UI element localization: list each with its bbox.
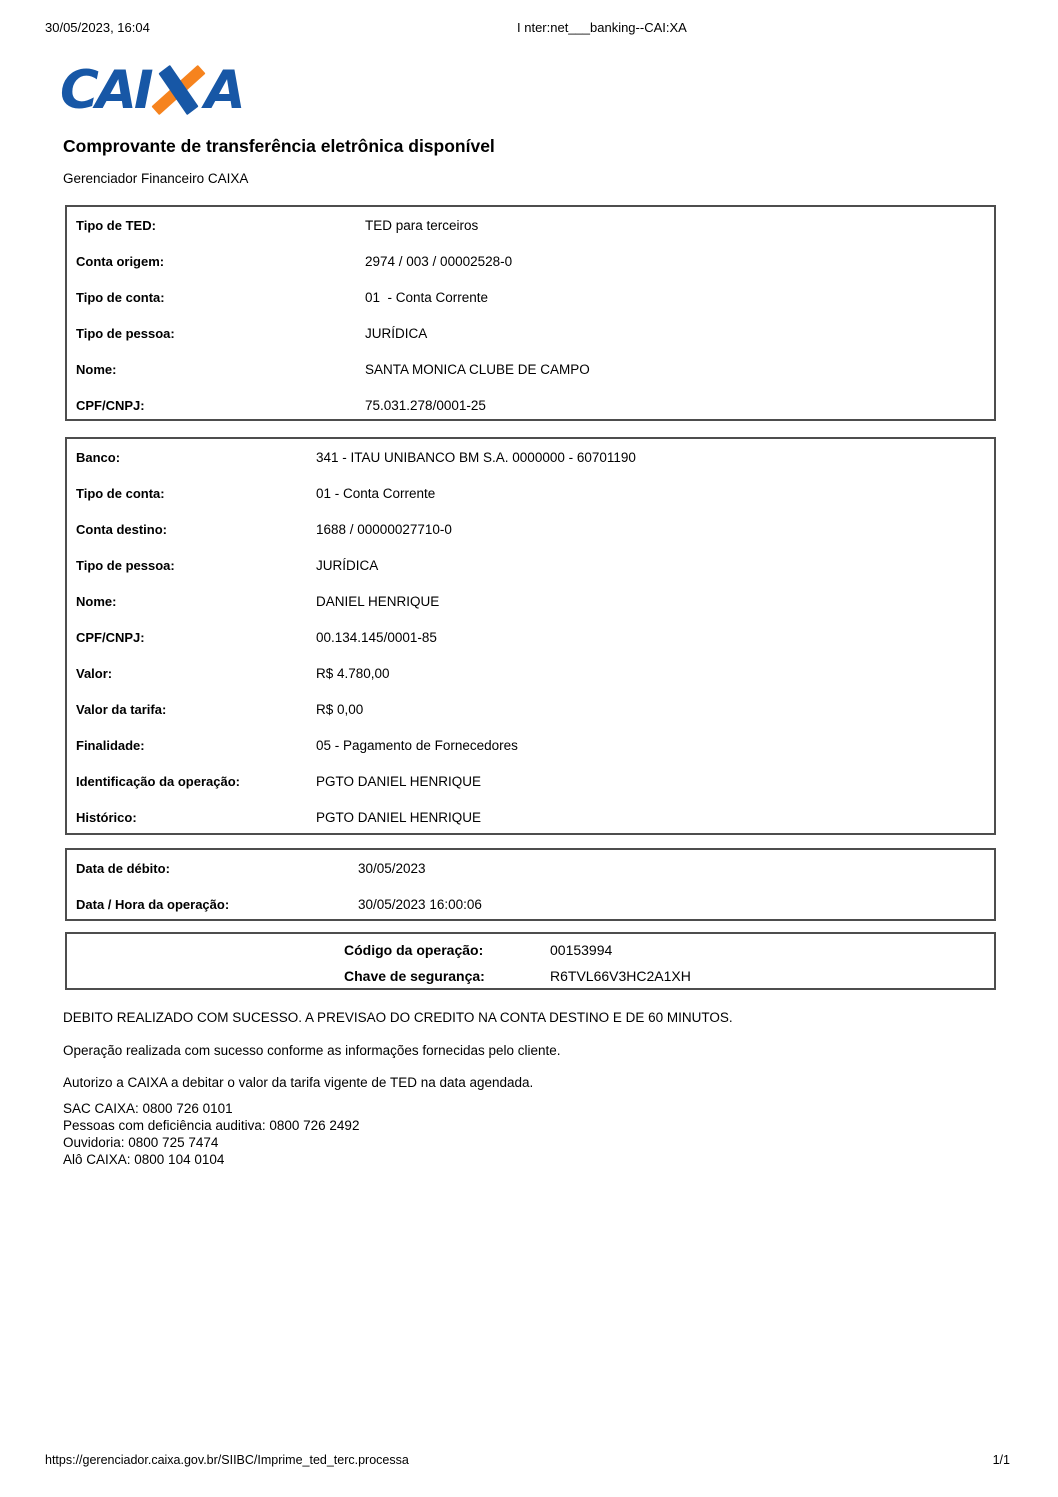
row-value: 01 - Conta Corrente: [365, 289, 489, 305]
row-label: Conta destino:: [76, 521, 167, 537]
row-value: R$ 0,00: [316, 701, 364, 717]
row-value: 00153994: [550, 942, 613, 958]
table-row: [67, 850, 994, 886]
row-label: Tipo de pessoa:: [76, 325, 175, 341]
table-row: [67, 583, 994, 619]
row-value: R6TVL66V3HC2A1XH: [550, 968, 691, 984]
row-value: 01 - Conta Corrente: [316, 485, 436, 501]
row-label: Valor:: [76, 665, 113, 681]
table-row: [67, 387, 994, 423]
row-label: Finalidade:: [76, 737, 145, 753]
row-label: CPF/CNPJ:: [76, 397, 145, 413]
table-row: [67, 619, 994, 655]
contact-line: Alô CAIXA: 0800 104 0104: [63, 1152, 225, 1167]
row-value: 30/05/2023 16:00:06: [358, 896, 482, 912]
table-row: [67, 799, 994, 835]
contact-line: SAC CAIXA: 0800 726 0101: [63, 1101, 233, 1116]
logo-text-a: A: [204, 59, 243, 121]
row-label: Histórico:: [76, 809, 137, 825]
row-label: CPF/CNPJ:: [76, 629, 145, 645]
row-value: 00.134.145/0001-85: [316, 629, 437, 645]
caixa-x-icon: [151, 70, 206, 110]
caixa-logo: [60, 61, 243, 119]
table-row: [67, 655, 994, 691]
row-label: Tipo de conta:: [76, 289, 165, 305]
row-label: Conta origem:: [76, 253, 165, 269]
table-row: [67, 279, 994, 315]
row-value: R$ 4.780,00: [316, 665, 390, 681]
row-value: 30/05/2023: [358, 860, 426, 876]
contact-line: Pessoas com deficiência auditiva: 0800 726 2492: [63, 1118, 360, 1133]
table-row: [67, 351, 994, 387]
row-label: Valor da tarifa:: [76, 701, 167, 717]
row-label: Código da operação:: [344, 942, 484, 958]
page-subtitle: Gerenciador Financeiro CAIXA: [63, 171, 249, 186]
table-row: [67, 475, 994, 511]
destination-account-box: [65, 437, 996, 835]
table-row: [67, 243, 994, 279]
row-value: 05 - Pagamento de Fornecedores: [316, 737, 518, 753]
row-label: Data / Hora da operação:: [76, 896, 230, 912]
page-title: Comprovante de transferência eletrônica disponível: [63, 136, 495, 156]
operation-code-box: [65, 932, 996, 990]
table-row: [67, 511, 994, 547]
print-header-title: I nter:net___banking--CAI:XA: [517, 20, 687, 35]
row-value: JURÍDICA: [365, 325, 428, 341]
row-value: TED para terceiros: [365, 217, 479, 233]
row-value: JURÍDICA: [316, 557, 379, 573]
row-label: Banco:: [76, 449, 121, 465]
table-row: [67, 547, 994, 583]
row-value: DANIEL HENRIQUE: [316, 593, 440, 609]
row-label: Nome:: [76, 593, 117, 609]
row-label: Tipo de pessoa:: [76, 557, 175, 573]
table-row: [67, 315, 994, 351]
status-message: Autorizo a CAIXA a debitar o valor da tarifa vigente de TED na data agendada.: [63, 1075, 534, 1090]
row-label: Chave de segurança:: [344, 968, 485, 984]
table-row: [67, 937, 994, 963]
origin-account-box: [65, 205, 996, 421]
row-value: SANTA MONICA CLUBE DE CAMPO: [365, 361, 590, 377]
status-message: Operação realizada com sucesso conforme as informações fornecidas pelo cliente.: [63, 1042, 561, 1058]
logo-text-cai: CAI: [60, 59, 151, 121]
dates-box: [65, 848, 996, 921]
table-row: [67, 963, 994, 989]
status-messages: [63, 1010, 983, 1108]
table-row: [67, 691, 994, 727]
row-label: Tipo de TED:: [76, 217, 156, 233]
row-value: 341 - ITAU UNIBANCO BM S.A. 0000000 - 60701190: [316, 449, 636, 465]
status-message: DEBITO REALIZADO COM SUCESSO. A PREVISAO DO CREDITO NA CONTA DESTINO E DE 60 MINUTOS.: [63, 1010, 733, 1025]
row-value: PGTO DANIEL HENRIQUE: [316, 773, 482, 789]
row-label: Tipo de conta:: [76, 485, 165, 501]
row-value: 2974 / 003 / 00002528-0: [365, 253, 513, 269]
table-row: [67, 886, 994, 922]
print-header-datetime: 30/05/2023, 16:04: [45, 20, 150, 35]
row-label: Identificação da operação:: [76, 773, 240, 789]
row-value: 1688 / 00000027710-0: [316, 521, 452, 537]
footer-url: https://gerenciador.caixa.gov.br/SIIBC/Imprime_ted_terc.processa: [45, 1453, 409, 1467]
table-row: [67, 763, 994, 799]
row-label: Data de débito:: [76, 860, 170, 876]
footer-page-number: 1/1: [992, 1453, 1010, 1467]
row-label: Nome:: [76, 361, 117, 377]
table-row: [67, 207, 994, 243]
contact-line: Ouvidoria: 0800 725 7474: [63, 1135, 219, 1150]
row-value: PGTO DANIEL HENRIQUE: [316, 809, 482, 825]
table-row: [67, 727, 994, 763]
table-row: [67, 439, 994, 475]
contact-phone-lines: [63, 1100, 983, 1168]
row-value: 75.031.278/0001-25: [365, 397, 486, 413]
